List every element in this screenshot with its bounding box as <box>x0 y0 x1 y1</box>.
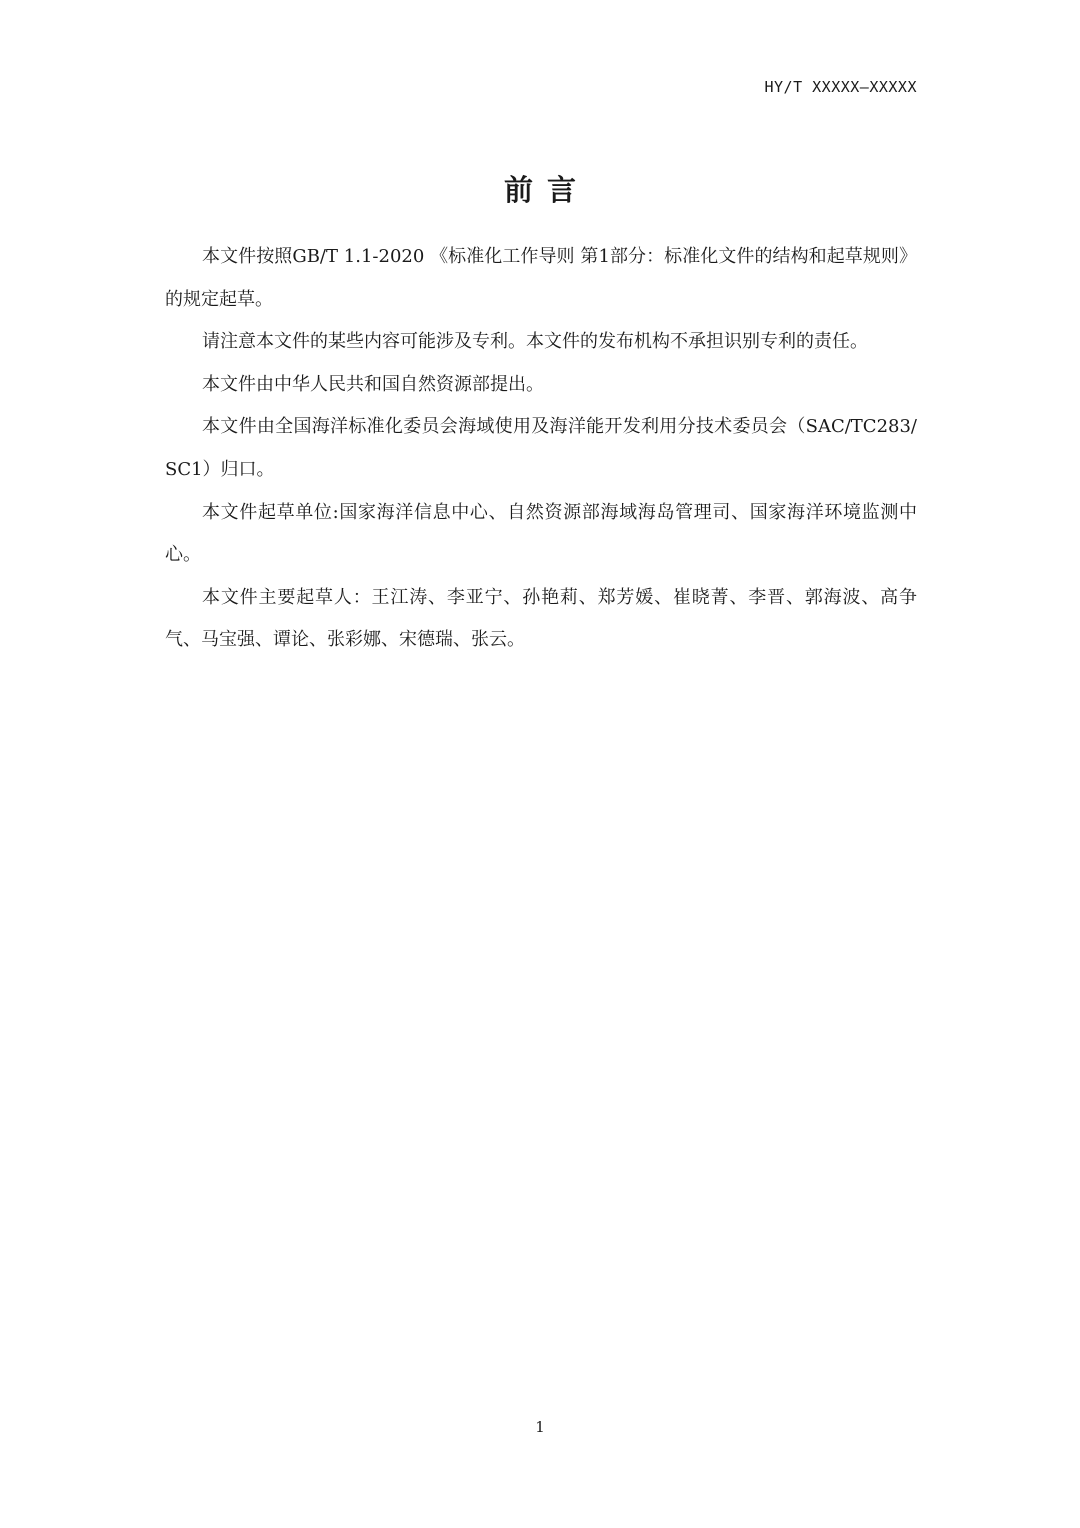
standard-code: HY/T XXXXX—XXXXX <box>764 78 917 96</box>
paragraph-technical-committee: 本文件由全国海洋标准化委员会海域使用及海洋能开发利用分技术委员会（SAC/TC283/SC1）归口。 <box>165 416 917 480</box>
paragraph-proposer: 本文件由中华人民共和国自然资源部提出。 <box>202 373 544 395</box>
paragraph-patent-notice: 请注意本文件的某些内容可能涉及专利。本文件的发布机构不承担识别专利的责任。 <box>202 331 868 353</box>
paragraph-drafting-units: 本文件起草单位:国家海洋信息中心、自然资源部海域海岛管理司、国家海洋环境监测中心。 <box>165 501 917 566</box>
page-title: 前言 <box>503 173 590 207</box>
foreword-body <box>165 236 917 662</box>
page-number: 1 <box>535 1418 545 1436</box>
paragraph-drafters: 本文件主要起草人：王江涛、李亚宁、孙艳莉、郑芳媛、崔晓菁、李晋、郭海波、高争气、马宝强、谭论、张彩娜、宋德瑞、张云。 <box>165 586 917 651</box>
paragraph-drafting-basis: 本文件按照GB/T 1.1-2020 《标准化工作导则 第1部分：标准化文件的结构和起草规则》的规定起草。 <box>165 246 917 310</box>
